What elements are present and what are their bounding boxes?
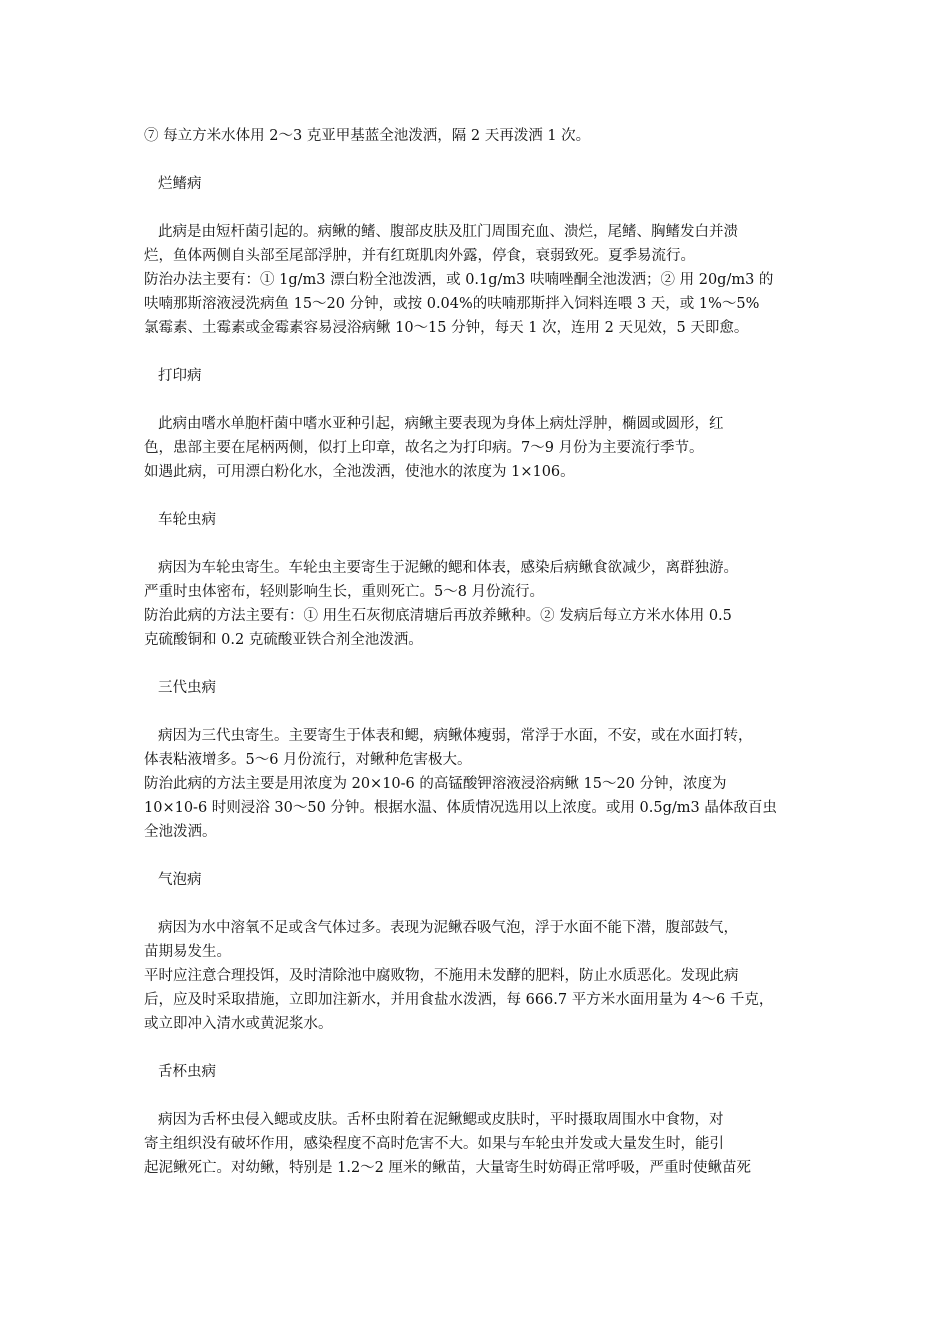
text-line: 此病由嗜水单胞杆菌中嗜水亚种引起，病鳅主要表现为身体上病灶浮肿，椭圆或圆形，红 [158,416,724,432]
blank-line [144,532,816,556]
blank-line [144,652,816,676]
text-line: 病因为舌杯虫侵入鳃或皮肤。舌杯虫附着在泥鳅鳃或皮肤时，平时摄取周围水中食物，对 [158,1112,724,1128]
text-line: 色，患部主要在尾柄两侧，似打上印章，故名之为打印病。7～9 月份为主要流行季节。 [144,440,704,456]
text-line: 病因为水中溶氧不足或含气体过多。表现为泥鳅吞吸气泡，浮于水面不能下潜，腹部鼓气， [158,920,738,936]
text-line: 10×10-6 时则浸浴 30～50 分钟。根据水温、体质情况选用以上浓度。或用 0.5g/m3 晶体敌百虫 [144,800,777,816]
text-line: 防治此病的方法主要有：① 用生石灰彻底清塘后再放养鳅种。② 发病后每立方米水体用 0.5 [144,608,732,624]
blank-line [144,388,816,412]
blank-line [144,340,816,364]
text-line: 苗期易发生。 [144,944,231,960]
text-line: 病因为车轮虫寄生。车轮虫主要寄生于泥鳅的鳃和体表，感染后病鳅食欲减少，离群独游。 [158,560,738,576]
text-line: 寄主组织没有破坏作用，感染程度不高时危害不大。如果与车轮虫并发或大量发生时，能引 [144,1136,724,1152]
section-heading: 舌杯虫病 [158,1064,216,1080]
text-line: 防治办法主要有：① 1g/m3 漂白粉全池泼洒，或 0.1g/m3 呋喃唑酮全池泼洒；② 用 20g/m3 的 [144,272,774,288]
text-line: 呋喃那斯溶液浸洗病鱼 15～20 分钟，或按 0.04%的呋喃那斯拌入饲料连喂 3 天，或 1%～5% [144,296,760,312]
blank-line [144,484,816,508]
section-heading: 烂鳍病 [158,176,202,192]
section-heading: 打印病 [158,368,202,384]
blank-line [144,196,816,220]
text-line: 病因为三代虫寄生。主要寄生于体表和鳃，病鳅体瘦弱，常浮于水面，不安，或在水面打转， [158,728,753,744]
blank-line [144,700,816,724]
text-line: 氯霉素、土霉素或金霉素容易浸浴病鳅 10～15 分钟，每天 1 次，连用 2 天见效，5 天即愈。 [144,320,749,336]
section-heading: 气泡病 [158,872,202,888]
text-line: 后，应及时采取措施，立即加注新水，并用食盐水泼洒，每 666.7 平方米水面用量为 4～6 千克， [144,992,774,1008]
text-line: 严重时虫体密布，轻则影响生长，重则死亡。5～8 月份流行。 [144,584,545,600]
text-line: 体表粘液增多。5～6 月份流行，对鳅种危害极大。 [144,752,472,768]
document-page [144,124,816,1180]
blank-line [144,844,816,868]
text-line: 起泥鳅死亡。对幼鳅，特别是 1.2～2 厘米的鳅苗，大量寄生时妨碍正常呼吸，严重时使鳅苗死 [144,1160,751,1176]
text-line: 或立即冲入清水或黄泥浆水。 [144,1016,333,1032]
text-line: 克硫酸铜和 0.2 克硫酸亚铁合剂全池泼洒。 [144,632,423,648]
text-line: 防治此病的方法主要是用浓度为 20×10-6 的高锰酸钾溶液浸浴病鳅 15～20 分钟，浓度为 [144,776,727,792]
blank-line [144,892,816,916]
blank-line [144,1084,816,1108]
text-line: 全池泼洒。 [144,824,217,840]
text-line: 此病是由短杆菌引起的。病鳅的鳍、腹部皮肤及肛门周围充血、溃烂，尾鳍、胸鳍发白并溃 [158,224,738,240]
text-line: ⑦ 每立方米水体用 2～3 克亚甲基蓝全池泼洒，隔 2 天再泼洒 1 次。 [144,128,591,144]
text-line: 平时应注意合理投饵，及时清除池中腐败物，不施用未发酵的肥料，防止水质恶化。发现此病 [144,968,739,984]
section-heading: 三代虫病 [158,680,216,696]
blank-line [144,1036,816,1060]
text-line: 如遇此病，可用漂白粉化水，全池泼洒，使池水的浓度为 1×106。 [144,464,575,480]
text-line: 烂，鱼体两侧自头部至尾部浮肿，并有红斑肌肉外露，停食，衰弱致死。夏季易流行。 [144,248,695,264]
blank-line [144,148,816,172]
section-heading: 车轮虫病 [158,512,216,528]
